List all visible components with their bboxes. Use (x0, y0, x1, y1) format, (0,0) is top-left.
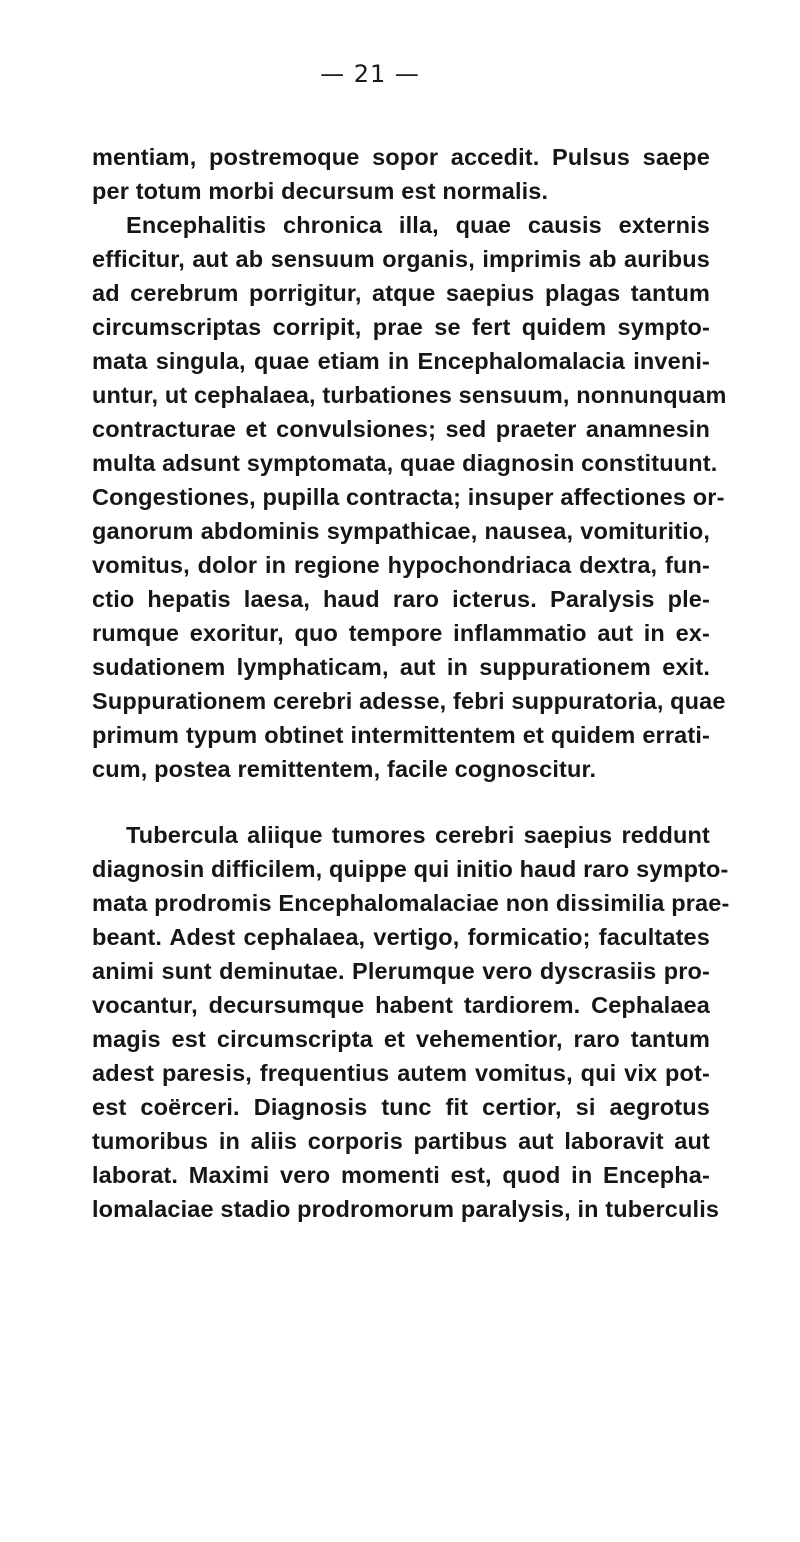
text-line: mata singula, quae etiam in Encephalomalacia inveni- (92, 348, 710, 374)
text-line: rumque exoritur, quo tempore inflammatio aut in ex- (92, 620, 710, 646)
text-line: diagnosin difficilem, quippe qui initio haud raro sympto- (92, 856, 729, 882)
text-line: magis est circumscripta et vehementior, raro tantum (92, 1026, 710, 1052)
text-line: primum typum obtinet intermittentem et quidem errati- (92, 722, 710, 748)
text-line: vomitus, dolor in regione hypochondriaca dextra, fun- (92, 552, 710, 578)
text-line: multa adsunt symptomata, quae diagnosin constituunt. (92, 450, 718, 476)
text-line: lomalaciae stadio prodromorum paralysis, in tuberculis (92, 1196, 720, 1222)
text-line: efficitur, aut ab sensuum organis, imprimis ab auribus (92, 246, 710, 272)
text-line: Suppurationem cerebri adesse, febri suppuratoria, quae (92, 688, 726, 714)
text-line: ctio hepatis laesa, haud raro icterus. Paralysis ple- (92, 586, 710, 612)
text-line: Congestiones, pupilla contracta; insuper affectiones or- (92, 484, 725, 510)
text-line: cum, postea remittentem, facile cognoscitur. (92, 756, 597, 782)
text-line: ad cerebrum porrigitur, atque saepius plagas tantum (92, 280, 710, 306)
text-line: circumscriptas corripit, prae se fert quidem sympto- (92, 314, 710, 340)
text-line: sudationem lymphaticam, aut in suppurationem exit. (92, 654, 710, 680)
page-number: — 21 — (320, 60, 420, 88)
text-line: vocantur, decursumque habent tardiorem. Cephalaea (92, 992, 710, 1018)
text-line: ganorum abdominis sympathicae, nausea, vomituritio, (92, 518, 710, 544)
text-line: tumoribus in aliis corporis partibus aut laboravit aut (92, 1128, 710, 1154)
text-line: laborat. Maximi vero momenti est, quod in Encepha- (92, 1162, 710, 1188)
text-line: mentiam, postremoque sopor accedit. Pulsus saepe (92, 144, 710, 170)
text-line: est coërceri. Diagnosis tunc fit certior, si aegrotus (92, 1094, 710, 1120)
text-line: animi sunt deminutae. Plerumque vero dyscrasiis pro- (92, 958, 710, 984)
text-line: mata prodromis Encephalomalaciae non dissimilia prae- (92, 890, 730, 916)
text-line: adest paresis, frequentius autem vomitus, qui vix pot- (92, 1060, 710, 1086)
text-line: Encephalitis chronica illa, quae causis externis (126, 212, 710, 238)
text-line: beant. Adest cephalaea, vertigo, formicatio; facultates (92, 924, 710, 950)
text-line: per totum morbi decursum est normalis. (92, 178, 549, 204)
text-line: Tubercula aliique tumores cerebri saepius reddunt (126, 822, 710, 848)
text-line: contracturae et convulsiones; sed praeter anamnesin (92, 416, 710, 442)
text-line: untur, ut cephalaea, turbationes sensuum, nonnunquam (92, 382, 727, 408)
